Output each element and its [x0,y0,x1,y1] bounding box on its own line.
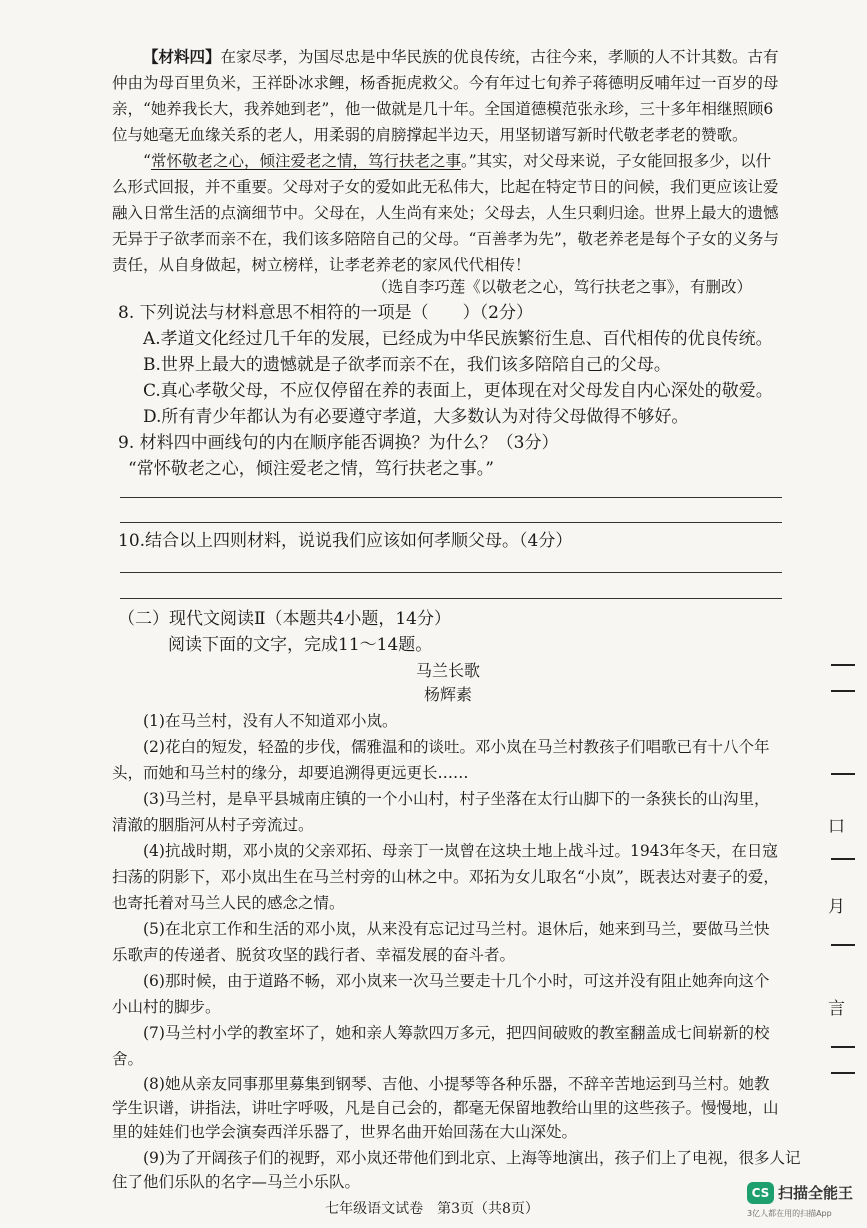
material4-source: （选自李巧莲《以敬老之心，笃行扶老之事》，有删改） [372,278,752,296]
q8-option-c: C.真心孝敬父母，不应仅停留在养的表面上，更体现在对父母发自内心深处的敬爱。 [143,381,773,401]
material4-paragraph-1 [112,44,784,148]
underlined-sentence: 常怀敬老之心，倾注爱老之情，笃行扶老之事 [150,152,461,170]
article-paragraph-4: (4)抗战时期，邓小岚的父亲邓拓、母亲丁一岚曾在这块土地上战斗过。1943年冬天，在日寇扫荡的阴影下，邓小岚出生在马兰村旁的山林之中。邓拓为女儿取名“小岚”，既表达对妻子的爱，也寄托着对马兰人民的感念之情。 [112,842,779,912]
q9-quote: “常怀敬老之心，倾注爱老之情，笃行扶老之事。” [128,459,494,479]
edge-mark [831,664,855,666]
section2-heading: （二）现代文阅读Ⅱ（本题共4小题，14分） [118,609,452,629]
edge-char: 月 [828,897,845,917]
material4-p1-text: 在家尽孝，为国尽忠是中华民族的优良传统，古往今来，孝顺的人不计其数。古有仲由为母百里负米，王祥卧冰求鲤，杨香扼虎救父。今有年过七旬养子蒋德明反哺年过一百岁的母亲，“她养我长大，我养她到老”，他一做就是几十年。全国道德模范张永珍，三十多年相继照顾6位与她毫无血缘关系的老人，用柔弱的肩膀撑起半边天，用坚韧谱写新时代敬老孝老的赞歌。 [112,48,779,144]
edge-mark [831,1046,855,1048]
watermark-name: 扫描全能王 [778,1184,854,1202]
article-paragraph-9: (9)为了开阔孩子们的视野，邓小岚还带他们到北京、上海等地演出，孩子们上了电视，很多人记住了他们乐队的名字—马兰小乐队。 [112,1149,801,1191]
q8-stem: 8. 下列说法与材料意思不相符的一项是（ ）（2分） [118,303,533,323]
edge-mark [831,944,855,946]
material4-tag: 【材料四】 [143,47,221,66]
article-paragraph-3: (3)马兰村，是阜平县城南庄镇的一个小山村，村子坐落在太行山脚下的一条狭长的山沟里，清澈的胭脂河从村子旁流过。 [112,790,770,834]
q9-answer-line-1[interactable] [120,497,782,498]
q9-answer-line-2[interactable] [120,522,782,523]
edge-char: 口 [828,817,845,837]
edge-mark [831,858,855,860]
q10-answer-line-2[interactable] [120,598,782,599]
article-paragraph-2: (2)花白的短发，轻盈的步伐，儒雅温和的谈吐。邓小岚在马兰村教孩子们唱歌已有十八个年头，而她和马兰村的缘分，却要追溯得更远更长…… [112,738,770,782]
scanner-watermark [747,1180,859,1224]
page-footer: 七年级语文试卷 第3页（共8页） [325,1201,539,1217]
material4-p2-text: 。”其实，对父母来说，子女能回报多少，以什么形式回报，并不重要。父母对子女的爱如此无私伟大，比起在特定节日的问候，我们更应该让爱融入日常生活的点滴细节中。父母在，人生尚有来处；父母去，人生只剩归途。世界上最大的遗憾无异于子欲孝而亲不在，我们该多陪陪自己的父母。“百善孝为先”，敬老养老是每个子女的义务与责任，从自身做起，树立榜样，让孝老养老的家风代代相传！ [112,152,779,274]
material4-paragraph-2 [112,148,784,278]
watermark-tagline: 3亿人都在用的扫描App [747,1209,832,1218]
article-paragraph-7: (7)马兰村小学的教室坏了，她和亲人筹款四万多元，把四间破败的教室翻盖成七间崭新的校舍。 [112,1024,770,1068]
edge-mark [831,773,855,775]
q8-option-d: D.所有青少年都认为有必要遵守孝道，大多数认为对待父母做得不够好。 [143,407,689,427]
article-paragraph-1: (1)在马兰村，没有人不知道邓小岚。 [143,712,398,730]
camscanner-logo-icon: CS [747,1182,774,1204]
q8-option-a: A.孝道文化经过几千年的发展，已经成为中华民族繁衍生息、百代相传的优良传统。 [143,329,773,349]
article-paragraph-6: (6)那时候，由于道路不畅，邓小岚来一次马兰要走十几个小时，可这并没有阻止她奔向这个小山村的脚步。 [112,972,770,1016]
edge-char: 言 [828,999,845,1019]
section2-instruction: 阅读下面的文字，完成11～14题。 [168,635,433,655]
article-author: 杨辉素 [423,685,472,704]
quote-open-mark: “ [143,152,151,170]
edge-mark [831,1072,855,1074]
article-paragraph-8: (8)她从亲友同事那里募集到钢琴、吉他、小提琴等各种乐器，不辞辛苦地运到马兰村。她教学生识谱，讲指法，讲吐字呼吸，凡是自己会的，都毫无保留地教给山里的这些孩子。慢慢地，山里的娃娃们也学会演奏西洋乐器了，世界名曲开始回荡在大山深处。 [112,1075,779,1141]
q10-stem: 10.结合以上四则材料，说说我们应该如何孝顺父母。（4分） [118,531,573,551]
edge-mark [831,690,855,692]
article-paragraph-5: (5)在北京工作和生活的邓小岚，从来没有忘记过马兰村。退休后，她来到马兰，要做马兰快乐歌声的传递者、脱贫攻坚的践行者、幸福发展的奋斗者。 [112,920,770,964]
article-title: 马兰长歌 [415,661,480,680]
q10-answer-line-1[interactable] [120,572,782,573]
q8-option-b: B.世界上最大的遗憾就是子欲孝而亲不在，我们该多陪陪自己的父母。 [143,355,671,375]
q9-stem: 9. 材料四中画线句的内在顺序能否调换？为什么？（3分） [118,433,559,453]
